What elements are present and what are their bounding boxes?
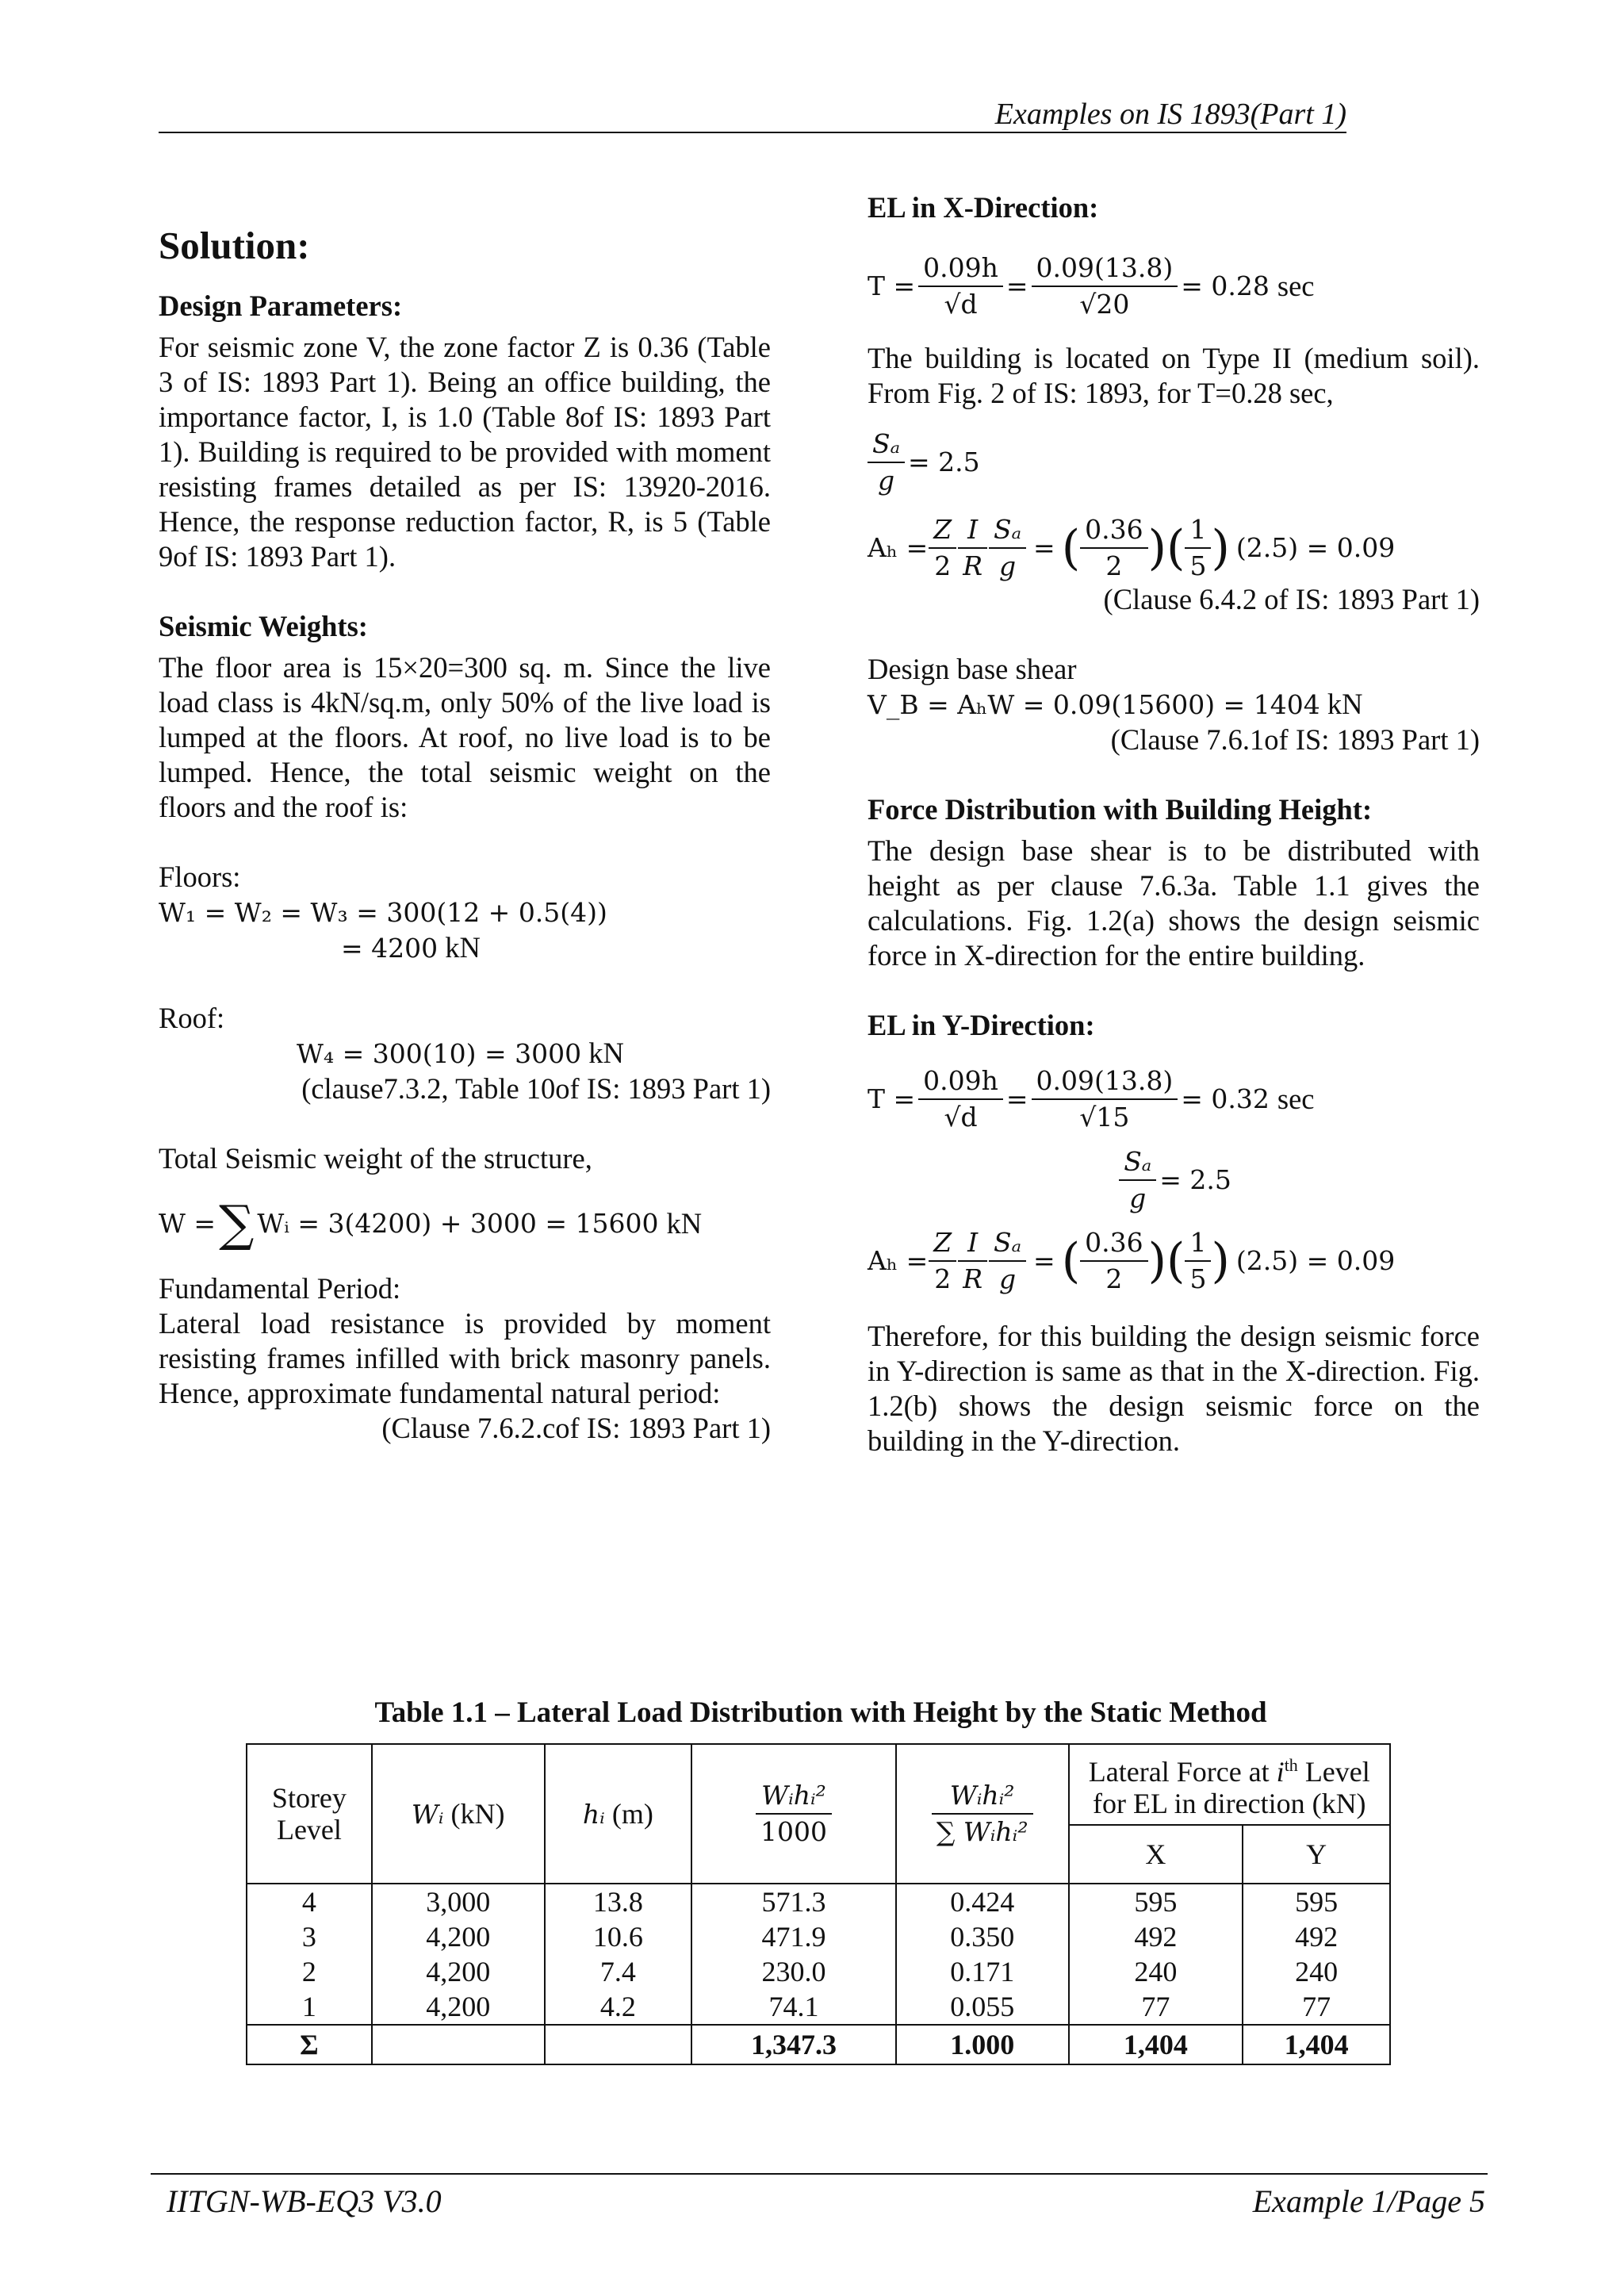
ah-paren-frac1 bbox=[1080, 514, 1147, 582]
cell: 4,200 bbox=[372, 1919, 545, 1954]
frac-numerator: 0.36 bbox=[1080, 1227, 1147, 1262]
footer-right: Example 1/Page 5 bbox=[1252, 2183, 1485, 2219]
ah-y-frac-i bbox=[958, 1227, 987, 1295]
cell: 7.4 bbox=[545, 1954, 692, 1989]
lateral-i: i bbox=[1276, 1756, 1285, 1788]
equals-sign: = bbox=[1005, 1083, 1028, 1114]
seismic-weights-text: The floor area is 15×20=300 sq. m. Since the live load class is 4kN/sq.m, only 50% of the live load is lumped at the floors. At roof, no live load is to be lumped. Hence, the total seismic weight on the floors and the roof is: bbox=[159, 651, 771, 823]
sa-g-y-equation bbox=[868, 1146, 1480, 1214]
fundamental-period-label: Fundamental Period: bbox=[159, 1272, 401, 1305]
cell: 0.055 bbox=[896, 1989, 1069, 2025]
frac-numerator: Wᵢhᵢ² bbox=[756, 1780, 832, 1815]
frac-denominator: g bbox=[1129, 1182, 1147, 1213]
col-header-wihi2-1000 bbox=[691, 1744, 896, 1884]
frac-numerator: 0.09(13.8) bbox=[1032, 252, 1178, 287]
cell: 4 bbox=[247, 1884, 372, 1919]
frac-numerator: Z bbox=[929, 1227, 956, 1262]
roof-eq: W₄ = 300(10) = 3000 bbox=[297, 1038, 582, 1069]
sa-g-equation bbox=[868, 428, 1480, 496]
frac-numerator: Sₐ bbox=[1119, 1146, 1156, 1181]
frac-numerator: I bbox=[958, 1227, 987, 1262]
cell: 595 bbox=[1243, 1884, 1390, 1919]
ah-lhs: Aₕ = bbox=[868, 532, 929, 563]
conclusion-text: Therefore, for this building the design seismic force in Y-direction is same as that in the X-direction. Fig. 1.2(b) shows the design seismic force on the building in the Y-direction. bbox=[868, 1320, 1480, 1457]
cell: 595 bbox=[1069, 1884, 1243, 1919]
cell: 492 bbox=[1243, 1919, 1390, 1954]
frac-denominator: g bbox=[998, 550, 1017, 581]
floors-unit: kN bbox=[445, 931, 481, 964]
floors-eq-line1: W₁ = W₂ = W₃ = 300(12 + 0.5(4)) bbox=[159, 897, 607, 928]
frac-denominator: √20 bbox=[1079, 289, 1130, 320]
ah-y-equation: Aₕ = $\frac{Z}{2}$ $\frac{I}{R}$ $\frac{\text{Sₐ}}{g}$ = ( $\frac{0.36}{2}$ ) ( $\frac{1}{5}$ ) (2.5) = 0.09 bbox=[868, 1227, 1396, 1294]
cell: 471.9 bbox=[691, 1919, 896, 1954]
ah-frac-i bbox=[958, 514, 987, 582]
soil-type-text: The building is located on Type II (medium soil). From Fig. 2 of IS: 1893, for T=0.28 sec, bbox=[868, 342, 1480, 409]
lateral-load-table bbox=[246, 1743, 1391, 2065]
sa-g-y-frac bbox=[1119, 1146, 1156, 1214]
ah-y-paren-frac1 bbox=[1080, 1227, 1147, 1295]
period-x-lhs: T = bbox=[868, 270, 916, 301]
col-header-x: X bbox=[1069, 1825, 1243, 1884]
frac-denominator: √d bbox=[944, 289, 978, 320]
base-shear-label: Design base shear bbox=[868, 653, 1077, 685]
cell: 10.6 bbox=[545, 1919, 692, 1954]
frac-denominator: 2 bbox=[1105, 1263, 1123, 1294]
cell: 492 bbox=[1069, 1919, 1243, 1954]
header-title: Examples on IS 1893(Part 1) bbox=[994, 98, 1346, 131]
roof-unit: kN bbox=[588, 1037, 624, 1069]
frac-denominator: 2 bbox=[934, 550, 952, 581]
cell: 571.3 bbox=[691, 1884, 896, 1919]
cell bbox=[372, 2025, 545, 2064]
period-x-frac2 bbox=[1032, 252, 1178, 320]
hi-symbol: hᵢ bbox=[582, 1798, 605, 1830]
sa-g-frac bbox=[868, 428, 905, 496]
frac-numerator: 0.09(13.8) bbox=[1032, 1065, 1178, 1100]
ah-y-lhs: Aₕ = bbox=[868, 1245, 929, 1276]
design-parameters-text: For seismic zone V, the zone factor Z is 0.36 (Table 3 of IS: 1893 Part 1). Being an office building, the importance factor, I, is 1.0 (Table 8of IS: 1893 Part 1). Building is required to be provided with moment resisting frames detailed as per IS: 13920-2016. Hence, the response reduction factor, R, is 5 (Table 9of IS: 1893 Part 1). bbox=[159, 331, 771, 573]
el-y-heading: EL in Y-Direction: bbox=[868, 1009, 1095, 1041]
frac-denominator: 2 bbox=[1105, 550, 1123, 581]
table-header-row bbox=[247, 1744, 1390, 1825]
sa-g-y-value: = 2.5 bbox=[1159, 1164, 1231, 1195]
total-weight-equation bbox=[159, 1194, 771, 1252]
frac-denominator: R bbox=[963, 1263, 983, 1294]
table-row bbox=[247, 1919, 1390, 1954]
frac-numerator: 1 bbox=[1185, 1227, 1211, 1262]
footer-left: IITGN-WB-EQ3 V3.0 bbox=[167, 2183, 442, 2219]
table-row bbox=[247, 1989, 1390, 2025]
period-y-frac1 bbox=[918, 1065, 1003, 1133]
col-header-y: Y bbox=[1243, 1825, 1390, 1884]
cell: 74.1 bbox=[691, 1989, 896, 2025]
ah-x-equation: Aₕ = $\frac{Z}{2}$ $\frac{I}{R}$ $\frac{\text{Sₐ}}{g}$ = ( $\frac{0.36}{2}$ ) ( $\frac{1}{5}$ ) (2.5) = 0.09 bbox=[868, 514, 1396, 581]
floors-label: Floors: bbox=[159, 861, 241, 893]
base-shear-eq: V_B = AₕW = 0.09(15600) = 1404 bbox=[868, 689, 1320, 720]
ah-reference: (Clause 6.4.2 of IS: 1893 Part 1) bbox=[1103, 583, 1480, 615]
frac-denominator: √15 bbox=[1079, 1102, 1130, 1133]
cell: 1,404 bbox=[1069, 2025, 1243, 2064]
ah-y-tail: (2.5) = 0.09 bbox=[1235, 1245, 1396, 1276]
equals-sign: = bbox=[1033, 1245, 1055, 1276]
table-caption: Table 1.1 – Lateral Load Distribution with Height by the Static Method bbox=[374, 1696, 1267, 1729]
force-distribution-heading: Force Distribution with Building Height: bbox=[868, 793, 1373, 826]
cell: 3,000 bbox=[372, 1884, 545, 1919]
table-sum-row bbox=[247, 2025, 1390, 2064]
cell: 4,200 bbox=[372, 1954, 545, 1989]
frac-denominator: 5 bbox=[1189, 1263, 1207, 1294]
seismic-weights-heading: Seismic Weights: bbox=[159, 610, 368, 642]
frac-numerator: Sₐ bbox=[989, 1227, 1026, 1262]
design-parameters-heading: Design Parameters: bbox=[159, 289, 403, 322]
footer-rule bbox=[151, 2173, 1488, 2175]
col-header-ratio bbox=[896, 1744, 1069, 1884]
total-weight-text: Total Seismic weight of the structure, bbox=[159, 1142, 592, 1175]
sa-g-value: = 2.5 bbox=[908, 447, 980, 477]
total-eq-rhs: Wᵢ = 3(4200) + 3000 = 15600 bbox=[257, 1208, 659, 1239]
cell: 0.171 bbox=[896, 1954, 1069, 1989]
wi-unit: (kN) bbox=[450, 1797, 505, 1830]
frac-numerator: 0.09h bbox=[918, 252, 1003, 287]
period-x-frac1 bbox=[918, 252, 1003, 320]
frac-numerator: Sₐ bbox=[868, 428, 905, 463]
frac-numerator: Wᵢhᵢ² bbox=[932, 1780, 1033, 1815]
right-column bbox=[868, 190, 1480, 1458]
hi-unit: (m) bbox=[611, 1797, 653, 1830]
ah-y-frac-sa bbox=[989, 1227, 1026, 1295]
frac-denominator: g bbox=[877, 465, 895, 496]
ah-tail: (2.5) = 0.09 bbox=[1235, 532, 1396, 563]
frac-denominator: 2 bbox=[934, 1263, 952, 1294]
ah-frac-z bbox=[929, 514, 956, 582]
cell: 0.424 bbox=[896, 1884, 1069, 1919]
cell: 1,347.3 bbox=[691, 2025, 896, 2064]
floors-equation-result bbox=[159, 930, 771, 966]
cell: 240 bbox=[1243, 1954, 1390, 1989]
roof-reference: (clause7.3.2, Table 10of IS: 1893 Part 1) bbox=[301, 1072, 771, 1105]
solution-heading: Solution: bbox=[159, 224, 310, 267]
floors-eq-line2: = 4200 bbox=[341, 933, 439, 964]
el-x-heading: EL in X-Direction: bbox=[868, 191, 1099, 224]
cell: 1.000 bbox=[896, 2025, 1069, 2064]
cell: 13.8 bbox=[545, 1884, 692, 1919]
table-row bbox=[247, 1954, 1390, 1989]
total-eq-lhs: W = bbox=[159, 1208, 216, 1239]
cell: 2 bbox=[247, 1954, 372, 1989]
lateral-sup: th bbox=[1284, 1755, 1298, 1775]
total-unit: kN bbox=[666, 1207, 703, 1240]
cell: 1,404 bbox=[1243, 2025, 1390, 2064]
frac-denominator: ∑ Wᵢhᵢ² bbox=[936, 1816, 1028, 1847]
cell: 77 bbox=[1069, 1989, 1243, 2025]
sum-symbol: Σ bbox=[247, 2025, 372, 2064]
cell: 4.2 bbox=[545, 1989, 692, 2025]
period-y-result: = 0.32 bbox=[1181, 1083, 1270, 1114]
base-shear-reference: (Clause 7.6.1of IS: 1893 Part 1) bbox=[1110, 723, 1480, 756]
period-y-unit: sec bbox=[1277, 1083, 1315, 1115]
frac-numerator: 1 bbox=[1185, 514, 1211, 549]
period-y-lhs: T = bbox=[868, 1083, 916, 1114]
frac-denominator: g bbox=[998, 1263, 1017, 1294]
equals-sign: = bbox=[1005, 270, 1028, 301]
frac-numerator: 0.09h bbox=[918, 1065, 1003, 1100]
frac-numerator: 0.36 bbox=[1080, 514, 1147, 549]
ah-paren-frac2 bbox=[1185, 514, 1211, 582]
floors-equation bbox=[159, 895, 771, 930]
table-row bbox=[247, 1884, 1390, 1919]
fundamental-period-reference: (Clause 7.6.2.cof IS: 1893 Part 1) bbox=[381, 1412, 771, 1444]
base-shear-unit: kN bbox=[1327, 688, 1363, 720]
col-header-wi bbox=[372, 1744, 545, 1884]
ah-y-frac-z bbox=[929, 1227, 956, 1295]
left-column bbox=[159, 222, 771, 1446]
cell: 77 bbox=[1243, 1989, 1390, 2025]
cell: 230.0 bbox=[691, 1954, 896, 1989]
period-y-equation bbox=[868, 1065, 1480, 1133]
frac-numerator: Sₐ bbox=[989, 514, 1026, 549]
cell: 0.350 bbox=[896, 1919, 1069, 1954]
roof-label: Roof: bbox=[159, 1002, 225, 1034]
frac-denominator: √d bbox=[944, 1102, 978, 1133]
period-x-result: = 0.28 bbox=[1181, 270, 1270, 301]
wi-symbol: Wᵢ bbox=[411, 1798, 444, 1830]
lateral-post: Level for EL in direction (kN) bbox=[1093, 1756, 1370, 1819]
frac-denominator: 1000 bbox=[760, 1816, 828, 1847]
frac-numerator: Z bbox=[929, 514, 956, 549]
cell: 240 bbox=[1069, 1954, 1243, 1989]
cell: 1 bbox=[247, 1989, 372, 2025]
frac-denominator: R bbox=[963, 550, 983, 581]
cell: 4,200 bbox=[372, 1989, 545, 2025]
equals-sign: = bbox=[1033, 532, 1055, 563]
header-rule bbox=[159, 132, 1346, 133]
frac-numerator: I bbox=[958, 514, 987, 549]
cell bbox=[545, 2025, 692, 2064]
col-header-lateral-force bbox=[1069, 1744, 1390, 1825]
col-header-storey: Storey Level bbox=[247, 1744, 372, 1884]
force-distribution-text: The design base shear is to be distributed with height as per clause 7.6.3a. Table 1.1 gives the calculations. Fig. 1.2(a) shows the design seismic force in X-direction for the entire building. bbox=[868, 834, 1480, 972]
period-y-frac2 bbox=[1032, 1065, 1178, 1133]
base-shear-equation bbox=[868, 687, 1480, 723]
ah-frac-sa bbox=[989, 514, 1026, 582]
frac-denominator: 5 bbox=[1189, 550, 1207, 581]
sigma-symbol: ∑ bbox=[219, 1194, 255, 1252]
lateral-pre: Lateral Force at bbox=[1088, 1756, 1277, 1788]
cell: 3 bbox=[247, 1919, 372, 1954]
col-header-hi bbox=[545, 1744, 692, 1884]
period-x-equation bbox=[868, 252, 1480, 320]
roof-equation bbox=[159, 1036, 771, 1071]
period-x-unit: sec bbox=[1277, 270, 1315, 302]
fundamental-period-text: Lateral load resistance is provided by moment resisting frames infilled with brick masonry panels. Hence, approximate fundamental natural period: bbox=[159, 1307, 771, 1409]
ah-y-paren-frac2 bbox=[1185, 1227, 1211, 1295]
